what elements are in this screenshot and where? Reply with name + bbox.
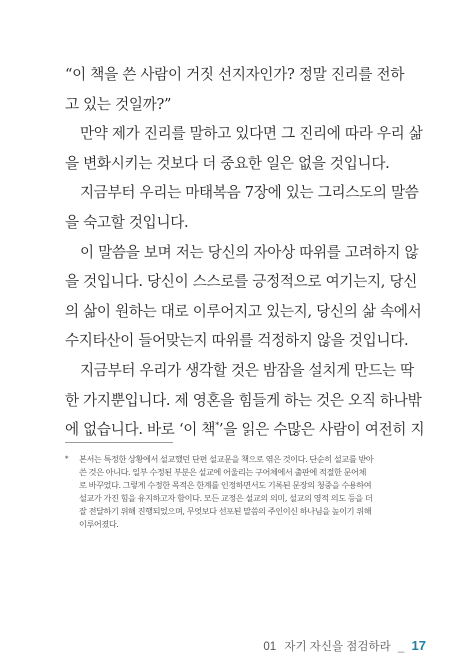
footer-separator: _	[397, 641, 405, 653]
body-line-part: ’을 읽은 수많은 사람이 여전히 지	[218, 421, 425, 439]
footnote-divider	[65, 442, 173, 443]
body-line: 의 삶이 원하는 대로 이루어지고 있는지, 당신의 삶 속에서	[65, 302, 422, 320]
footnote-mark: *	[65, 455, 69, 463]
footnote-line: 로 바꾸었다. 그렇게 수정한 목적은 한계를 인정하면서도 기록된 문장의 청중을 수용하여	[79, 480, 372, 490]
body-line: 지금부터 우리는 마태복음 7장에 있는 그리스도의 말씀	[80, 184, 419, 202]
footnote-line: 본서는 특정한 상황에서 설교했던 단편 설교문을 책으로 엮은 것이다. 단순히 설교를 받아	[79, 454, 374, 464]
body-line: 을 변화시키는 것보다 더 중요한 일은 없을 것입니다.	[65, 154, 390, 172]
body-line	[65, 415, 425, 445]
body-line: 만약 제가 진리를 말하고 있다면 그 진리에 따라 우리 삶	[80, 125, 423, 143]
body-line-part: 에 없습니다. 바로 ‘이 책	[65, 421, 216, 439]
chapter-number: 01	[263, 641, 277, 653]
footnote-line: 설교가 가진 힘을 유지하고자 함이다. 모든 교정은 설교의 의미, 설교의 영적 의도 등을 더	[79, 493, 373, 503]
body-line: 을 것입니다. 당신이 스스로를 긍정적으로 여기는지, 당신	[65, 273, 418, 291]
page-footer	[263, 638, 426, 654]
footnote-line: 쓴 것은 아니다. 일부 수정된 부분은 설교에 어울리는 구어체에서 출판에 적절한 문어체	[79, 467, 366, 477]
body-line: 한 가지뿐입니다. 제 영혼을 힘들게 하는 것은 오직 하나밖	[65, 391, 422, 409]
body-line: 을 숙고할 것입니다.	[65, 213, 189, 231]
footnote	[65, 453, 423, 531]
body-line: 고 있는 것일까?”	[65, 95, 172, 113]
body-line: 수지타산이 들어맞는지 따위를 걱정하지 않을 것입니다.	[65, 332, 409, 350]
body-text	[65, 60, 425, 445]
body-line: “이 책을 쓴 사람이 거짓 선지자인가? 정말 진리를 전하	[65, 66, 405, 83]
chapter-title: 자기 자신을 점검하라	[284, 641, 391, 653]
page-number: 17	[411, 638, 426, 653]
body-line: 지금부터 우리가 생각할 것은 밤잠을 설치게 만드는 딱	[80, 361, 414, 379]
footnote-reference[interactable]: *	[215, 421, 219, 431]
footnote-line: 이루어졌다.	[79, 519, 119, 529]
body-line: 이 말씀을 보며 저는 당신의 자아상 따위를 고려하지 않	[80, 243, 419, 261]
footnote-line: 잘 전달하기 위해 진행되었으며, 무엇보다 선포된 말씀의 주인이신 하나님을 높이기 위해	[79, 506, 372, 516]
